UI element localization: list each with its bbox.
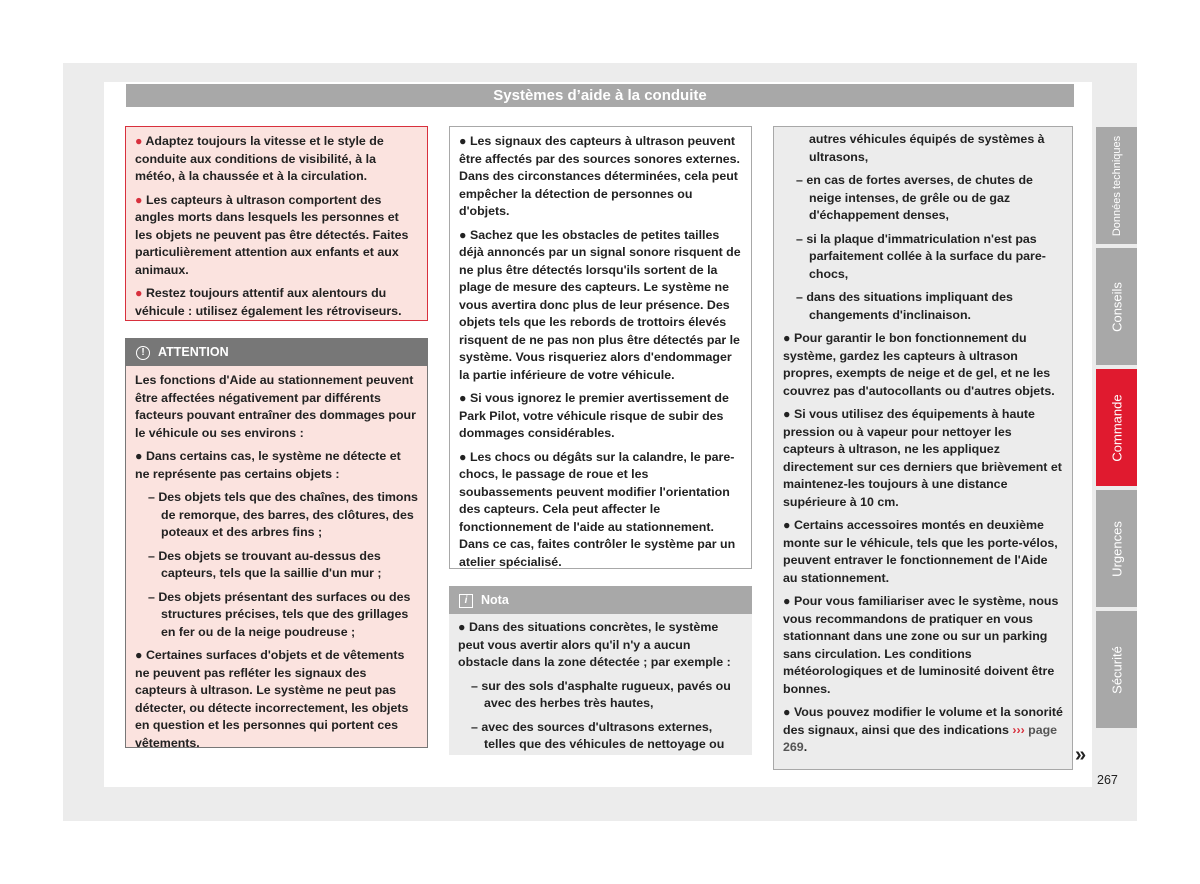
attention-bullet: ● Dans certains cas, le système ne détecte et ne représente pas certains objets : bbox=[135, 449, 401, 481]
list-item: ● Vous pouvez modifier le volume et la sonorité des signaux, ainsi que des indications ››› page 269. bbox=[783, 705, 1063, 754]
list-item: ● Pour garantir le bon fonctionnement du système, gardez les capteurs à ultrason propres, exempts de neige et de gel, et ne les couvrez pas d'autocollants ou d'autres objets. bbox=[783, 331, 1055, 398]
column-3-box bbox=[773, 126, 1073, 770]
dash-item: – dans des situations impliquant des changements d'inclinaison. bbox=[796, 290, 1013, 322]
dash-item: – si la plaque d'immatriculation n'est pas parfaitement collée à la surface du pare-chocs, bbox=[796, 231, 1046, 281]
list-item: ● Les signaux des capteurs à ultrason peuvent être affectés par des sources sonores externes. Dans des circonstances déterminées, cela peut empêcher la détection de personnes ou d'objets. bbox=[459, 134, 740, 218]
bullet-icon: ● bbox=[135, 134, 143, 148]
tab-donnees-techniques[interactable]: Données techniques bbox=[1096, 127, 1137, 244]
warning-item: ● Restez toujours attentif aux alentours du véhicule : utilisez également les rétroviseurs. bbox=[135, 286, 402, 318]
exclamation-icon: ! bbox=[136, 346, 150, 360]
attention-dash-item: – Des objets se trouvant au-dessus des capteurs, tels que la saillie d'un mur ; bbox=[148, 548, 382, 580]
attention-dash-item: – Des objets tels que des chaînes, des timons de remorque, des barres, des clôtures, des poteaux et des arbres fins ; bbox=[148, 490, 418, 539]
tab-securite[interactable]: Sécurité bbox=[1096, 611, 1137, 728]
nota-dash-item: – avec des sources d'ultrasons externes, telles que des véhicules de nettoyage ou bbox=[471, 719, 725, 751]
list-item: ● Certains accessoires montés en deuxième monte sur le véhicule, tels que les porte-vélos, peuvent entraver le fonctionnement de l'Aide au stationnement. bbox=[783, 518, 1058, 585]
attention-intro: Les fonctions d'Aide au stationnement peuvent être affectées négativement par différents facteurs pouvant entraîner des dommages pour le véhicule ou ses environs : bbox=[135, 373, 416, 440]
page-number: 267 bbox=[1097, 773, 1118, 787]
tab-conseils[interactable]: Conseils bbox=[1096, 248, 1137, 365]
nota-dash-item: – sur des sols d'asphalte rugueux, pavés ou avec des herbes très hautes, bbox=[471, 678, 731, 710]
continued-text: autres véhicules équipés de systèmes à ultrasons, bbox=[809, 132, 1045, 164]
nota-header: i Nota bbox=[449, 586, 752, 614]
list-item: ● Sachez que les obstacles de petites tailles déjà annoncés par un signal sonore risquent de ne plus être détectés lorsqu'ils sortent de la plage de mesure des capteurs. Le système ne vous avertira donc plus de leur présence. Des objets tels que les rebords de trottoirs élevés risquent de ne pas non plus être détectés par le système. Vous risqueriez alors d'endommager la partie inférieure de votre véhicule. bbox=[459, 227, 741, 382]
list-item: ● Pour vous familiariser avec le système, nous vous recommandons de pratiquer en vous stationnant dans une zone ou sur un parking sans circulation. Les conditions météorologiques et de luminosité doivent être bonnes. bbox=[783, 594, 1059, 696]
list-item: ● Si vous utilisez des équipements à haute pression ou à vapeur pour nettoyer les capteurs à ultrason, ne les appliquez directement sur ces derniers que brièvement et maintenez-les toujours à une distance supérieure à 10 cm. bbox=[783, 407, 1062, 509]
page-title: Systèmes d’aide à la conduite bbox=[126, 84, 1074, 107]
list-item: ● Les chocs ou dégâts sur la calandre, le pare-chocs, le passage de roue et les soubassements peuvent modifier l'orientation des capteurs. Cela peut affecter le fonctionnement de l'aide au stationnement. Dans ce cas, faites contrôler le système par un atelier spécialisé. bbox=[459, 449, 736, 569]
continue-icon: » bbox=[1075, 744, 1087, 766]
attention-header: ! ATTENTION bbox=[126, 339, 427, 366]
nota-bullet: ● Dans des situations concrètes, le système peut vous avertir alors qu'il n'y a aucun obstacle dans la zone détectée ; par exemple : bbox=[458, 620, 731, 669]
column-2-box bbox=[449, 126, 752, 569]
nota-box bbox=[449, 586, 752, 755]
tab-urgences[interactable]: Urgences bbox=[1096, 490, 1137, 607]
list-item: ● Si vous ignorez le premier avertissement de Park Pilot, votre véhicule risque de subir des dommages considérables. bbox=[459, 391, 729, 440]
warning-box bbox=[125, 126, 428, 321]
page-link[interactable]: ››› page 269 bbox=[783, 722, 1058, 754]
bullet-icon: ● bbox=[135, 286, 143, 300]
attention-bullet: ● Certaines surfaces d'objets et de vêtements ne peuvent pas refléter les signaux des capteurs à ultrason. Le système ne peut pas détecter, ou détecte incorrectement, les objets en question et les personnes qui portent ces vêtements. bbox=[135, 648, 409, 750]
tab-commande[interactable]: Commande bbox=[1096, 369, 1137, 486]
bullet-icon: ● bbox=[135, 192, 143, 207]
info-icon: i bbox=[459, 594, 473, 608]
warning-item: ● Adaptez toujours la vitesse et le style de conduite aux conditions de visibilité, à la météo, à la chaussée et à la circulation. bbox=[135, 134, 384, 183]
attention-dash-item: – Des objets présentant des surfaces ou des structures précises, tels que des grillages en fer ou de la neige poudreuse ; bbox=[148, 589, 411, 639]
warning-item: ● Les capteurs à ultrason comportent des angles morts dans lesquels les personnes et les objets ne peuvent pas être détectés. Faites particulièrement attention aux enfants et aux animaux. bbox=[135, 192, 409, 277]
dash-item: – en cas de fortes averses, de chutes de neige intenses, de grêle ou de gaz d'échappement denses, bbox=[796, 173, 1033, 222]
attention-box bbox=[125, 338, 428, 748]
